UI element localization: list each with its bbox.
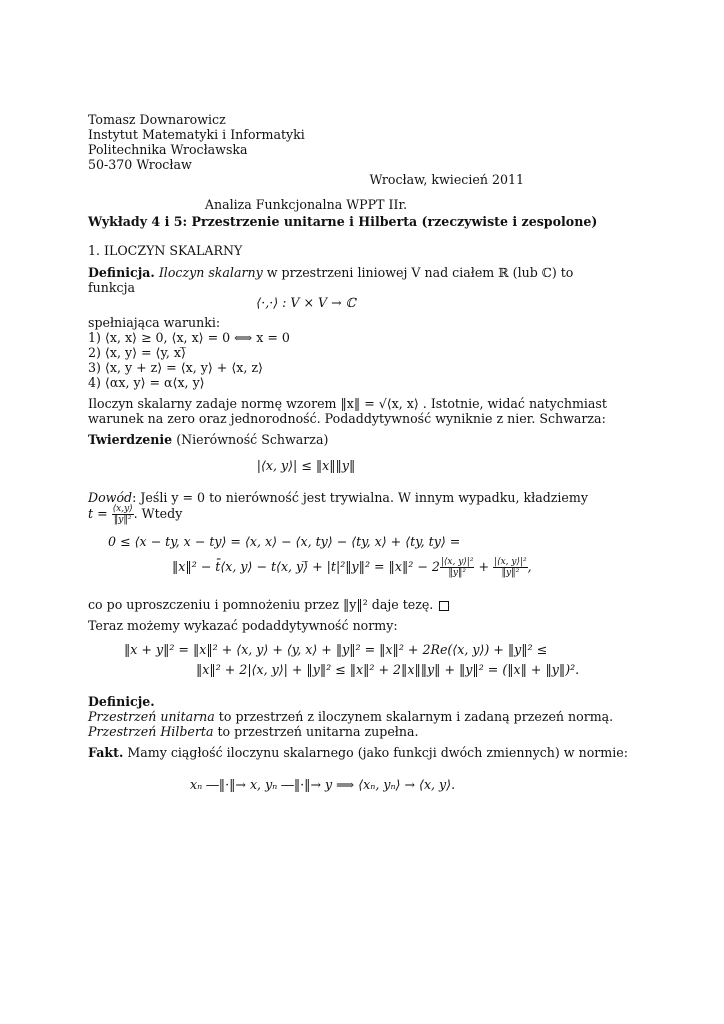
qed-symbol [439, 601, 449, 611]
proof-equation-1: 0 ≤ ⟨x − ty, x − ty⟩ = ⟨x, x⟩ − ⟨x, ty⟩ − ⟨ty, x⟩ + ⟨ty, ty⟩ = [108, 534, 461, 549]
definition-head: Definicja. [88, 265, 155, 280]
t-suffix: . Wtedy [133, 506, 183, 521]
eq2-fraction-1 [440, 557, 475, 578]
proof-line-2 [88, 504, 182, 525]
date-line: Wrocław, kwiecień 2011 [369, 172, 524, 187]
university-line: Politechnika Wrocławska [88, 142, 248, 157]
eq2-den-1: ‖y‖² [448, 568, 467, 578]
course-title: Analiza Funkcjonalna WPPT IIr. [204, 197, 408, 212]
eq2-fraction-2 [493, 557, 528, 578]
t-numerator: ⟨x,y⟩ [112, 504, 133, 514]
hilbert-text: to przestrzeń unitarna zupełna. [213, 724, 419, 739]
conditions-heading: spełniająca warunki: [88, 315, 221, 330]
fact-text: Mamy ciągłość iloczynu skalarnego (jako funkcji dwóch zmiennych) w normie: [127, 745, 628, 760]
unitary-space-definition [88, 709, 613, 724]
eq2-plus: + [478, 559, 490, 574]
subadditivity-equation-2: ‖x‖² + 2|⟨x, y⟩| + ‖y‖² ≤ ‖x‖² + 2‖x‖‖y‖ + ‖y‖² = (‖x‖ + ‖y‖)². [196, 662, 580, 677]
proof-equation-2 [172, 556, 532, 578]
definition-line [88, 265, 573, 280]
proof-text: : Jeśli y = 0 to nierówność jest trywialna. W innym wypadku, kładziemy [132, 490, 588, 505]
eq2-main: ‖x‖² − t̄⟨x, y⟩ − t⟨x, y⟩̅ + |t|²‖y‖² = ‖x‖² − 2 [172, 559, 440, 574]
address-line: 50-370 Wrocław [88, 157, 192, 172]
section-heading: 1. ILOCZYN SKALARNY [88, 243, 243, 258]
definitions-heading: Definicje. [88, 694, 155, 709]
hilbert-term: Przestrzeń Hilberta [88, 724, 214, 739]
schwarz-inequality: |⟨x, y⟩| ≤ ‖x‖‖y‖ [256, 458, 356, 473]
theorem-line [88, 432, 328, 447]
norm-paragraph-2: warunek na zero oraz jednorodność. Podaddytywność wyniknie z nier. Schwarza: [88, 411, 606, 426]
fact-head: Fakt. [88, 745, 124, 760]
unitary-text: to przestrzeń z iloczynem skalarnym i zadaną przezeń normą. [214, 709, 614, 724]
eq2-comma: , [527, 559, 532, 574]
eq2-num-1: |⟨x, y⟩|² [440, 557, 474, 567]
subadditivity-intro: Teraz możemy wykazać podaddytywność normy: [88, 618, 398, 633]
condition-3: 3) ⟨x, y + z⟩ = ⟨x, y⟩ + ⟨x, z⟩ [88, 360, 263, 375]
fact-line [88, 745, 628, 760]
proof-label: Dowód [88, 490, 133, 505]
unitary-term: Przestrzeń unitarna [88, 709, 215, 724]
continuity-formula: xₙ ―‖·‖→ x, yₙ ―‖·‖→ y ⟹ ⟨xₙ, yₙ⟩ → ⟨x, y⟩. [190, 777, 456, 792]
proof-tail: co po uproszczeniu i pomnożeniu przez ‖y‖² daje tezę. [88, 597, 434, 612]
inner-product-signature: ⟨·,·⟩ : V × V → ℂ [256, 295, 356, 310]
theorem-head: Twierdzenie [88, 432, 173, 447]
definition-text-2: funkcja [88, 280, 135, 295]
theorem-name: (Nierówność Schwarza) [176, 432, 329, 447]
t-fraction [112, 504, 134, 525]
hilbert-space-definition [88, 724, 418, 739]
proof-line-1 [88, 490, 588, 505]
condition-2: 2) ⟨x, y⟩ = ⟨y, x⟩̅ [88, 345, 186, 360]
condition-1: 1) ⟨x, x⟩ ≥ 0, ⟨x, x⟩ = 0 ⟺ x = 0 [88, 330, 290, 345]
definition-term: Iloczyn skalarny [158, 265, 263, 280]
definition-text: w przestrzeni liniowej V nad ciałem ℝ (lub ℂ) to [262, 265, 574, 280]
author-name: Tomasz Downarowicz [88, 112, 226, 127]
condition-4: 4) ⟨αx, y⟩ = α⟨x, y⟩ [88, 375, 205, 390]
subadditivity-equation-1: ‖x + y‖² = ‖x‖² + ⟨x, y⟩ + ⟨y, x⟩ + ‖y‖² = ‖x‖² + 2Re(⟨x, y⟩) + ‖y‖² ≤ [124, 642, 548, 657]
eq2-num-2: |⟨x, y⟩|² [494, 557, 527, 567]
t-denominator: ‖y‖² [113, 515, 132, 525]
proof-conclusion [88, 597, 449, 612]
t-prefix: t = [88, 506, 112, 521]
lecture-title: Wykłady 4 i 5: Przestrzenie unitarne i Hilberta (rzeczywiste i zespolone) [88, 214, 598, 229]
eq2-den-2: ‖y‖² [501, 568, 520, 578]
norm-paragraph-1: Iloczyn skalarny zadaje normę wzorem ‖x‖ = √⟨x, x⟩ . Istotnie, widać natychmiast [88, 396, 607, 411]
institute-line: Instytut Matematyki i Informatyki [88, 127, 305, 142]
